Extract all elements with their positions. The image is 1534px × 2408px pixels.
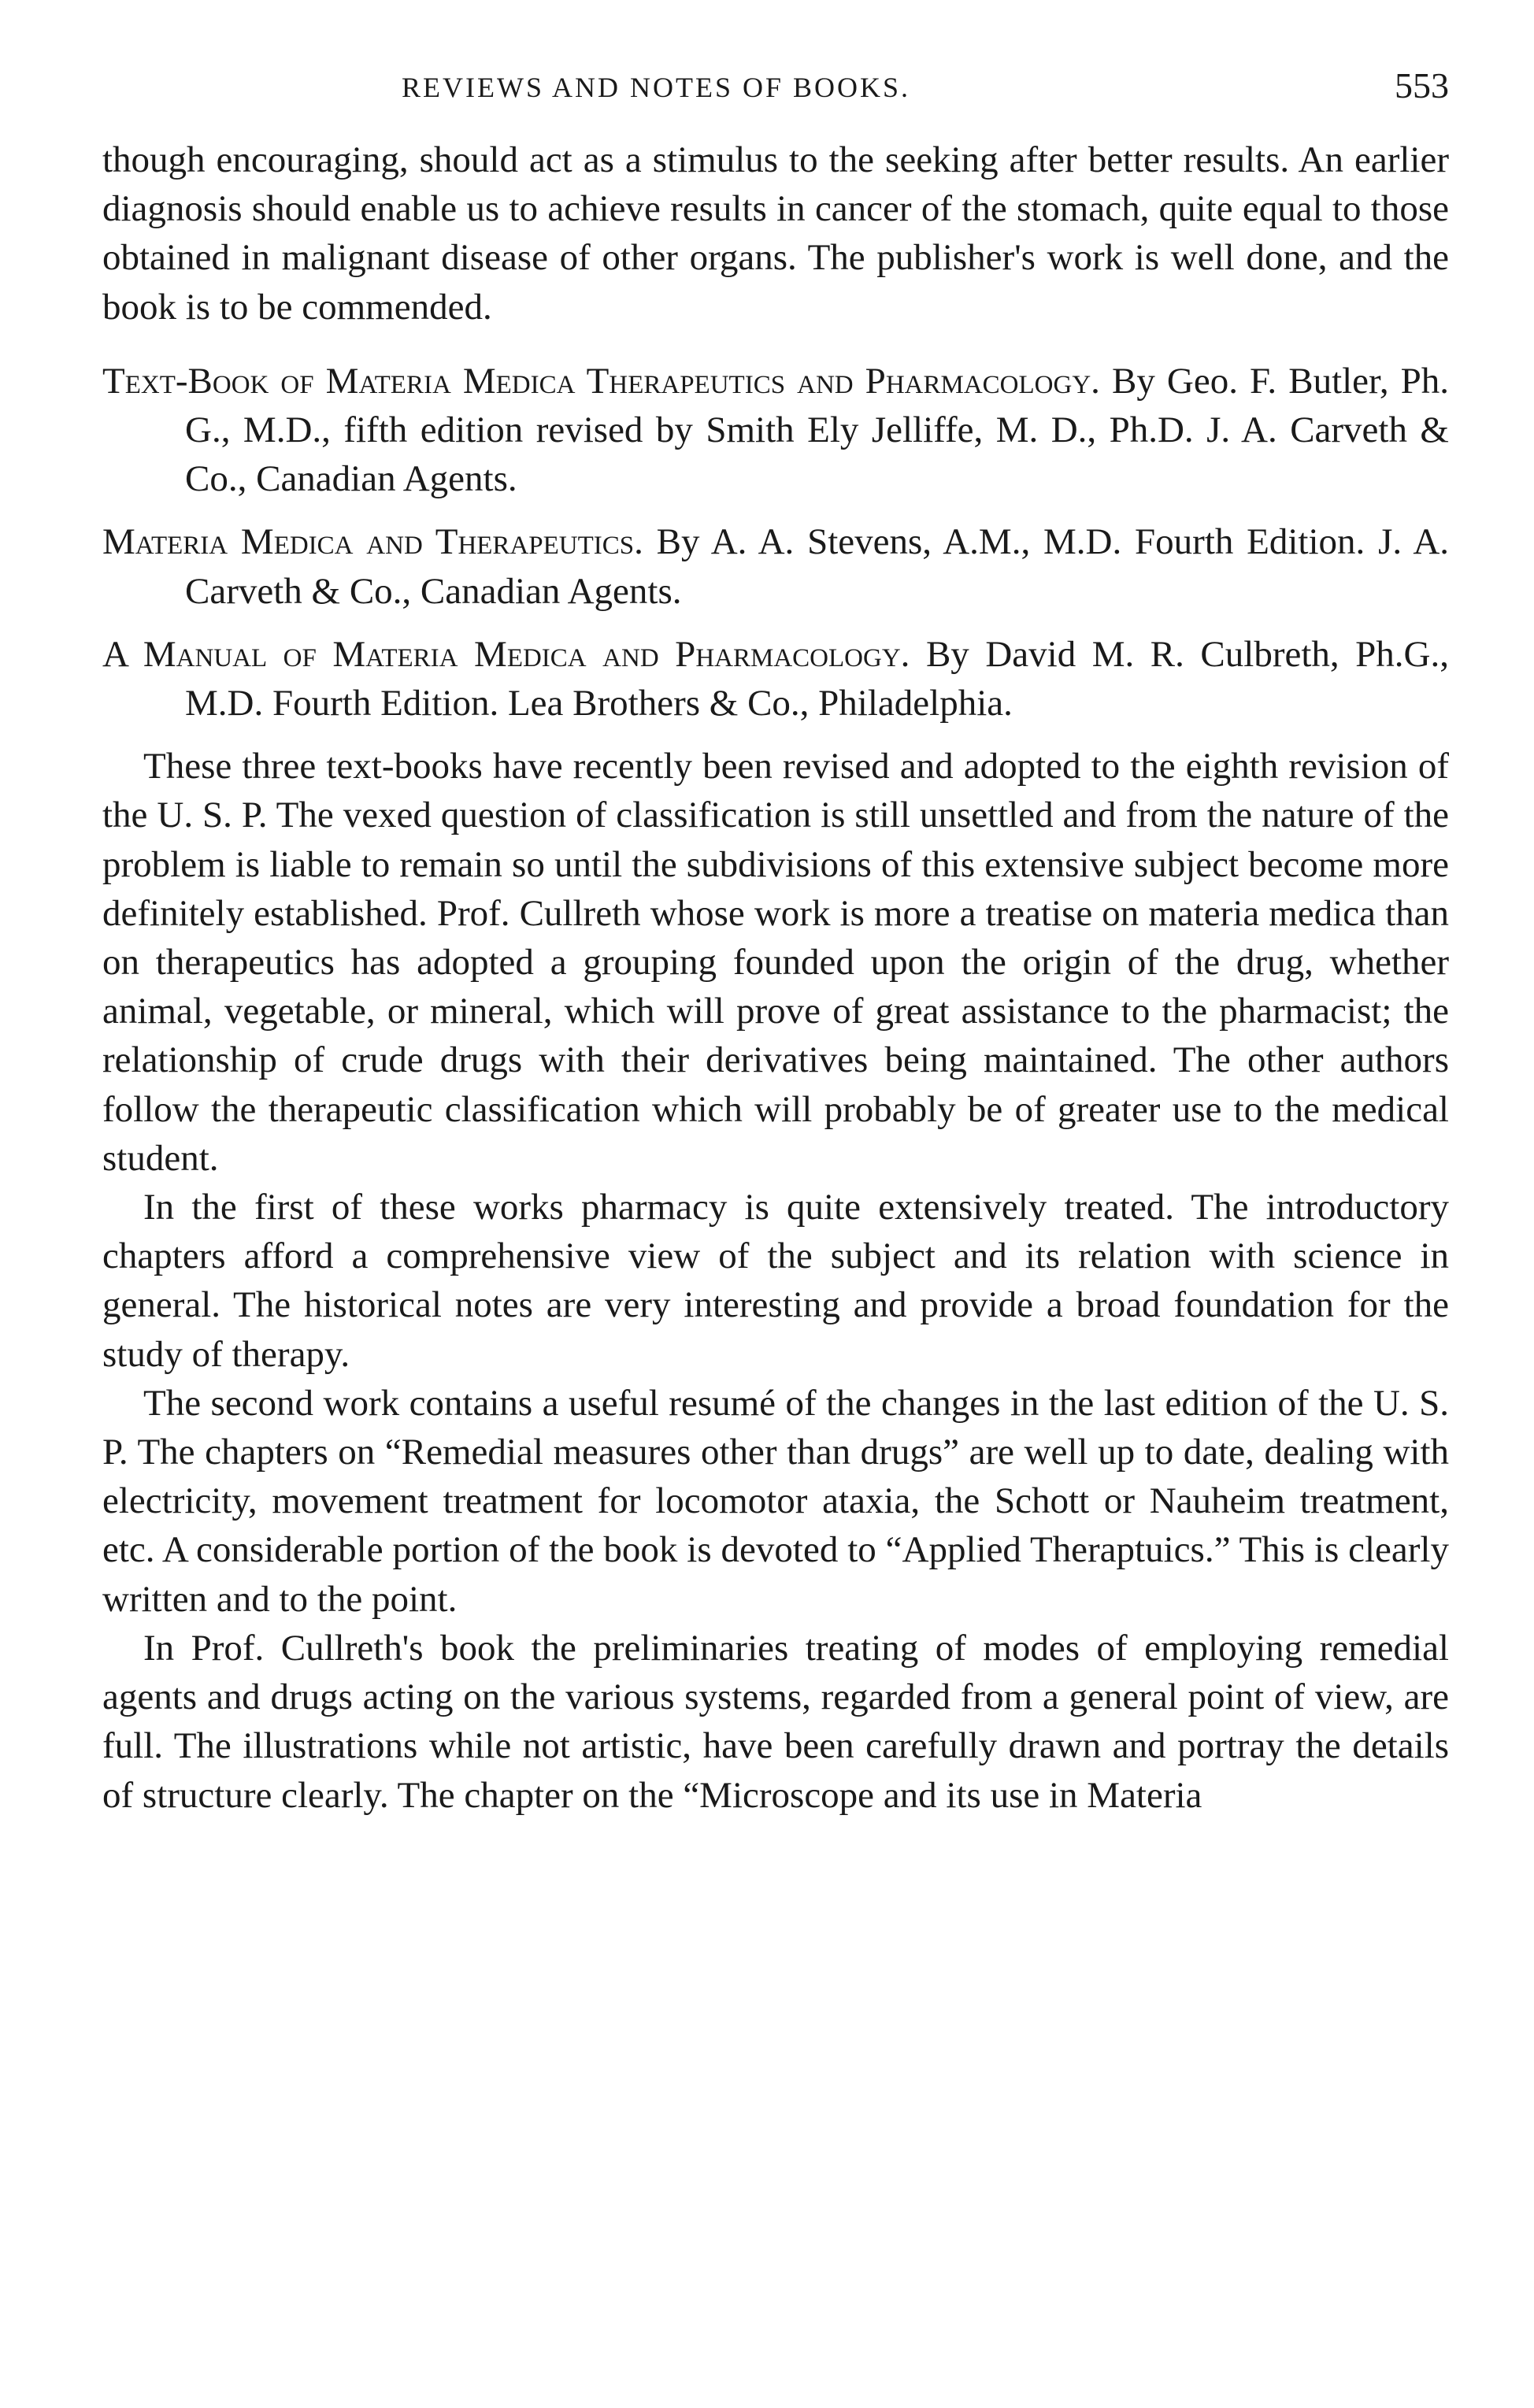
opening-paragraph: though encouraging, should act as a stimulus to the seeking after better results. An earlier diagnosis should enable us to achieve results in cancer of the stomach, quite equal to those obtained in malignant disease of other organs. The publisher's work is well done, and the book is to be commended. bbox=[102, 139, 1449, 328]
book-entry bbox=[102, 630, 1449, 728]
book-entry-details: By David M. R. Culbreth, Ph.G., M.D. Fourth Edition. Lea Brothers & Co., Philadelphia. bbox=[185, 633, 1449, 724]
book-entry-title: Materia Medica and Therapeutics. bbox=[102, 521, 643, 563]
page-header bbox=[102, 65, 1449, 112]
page-body bbox=[102, 135, 1449, 1820]
review-paragraph: These three text-books have recently been revised and adopted to the eighth revision of the U. S. P. The vexed question of classification is still unsettled and from the nature of the problem is liable to remain so until the subdivisions of this extensive subject become more definitely established. Prof. Cullreth whose work is more a treatise on materia medica than on therapeutics has adopted a grouping founded upon the origin of the drug, whether animal, vegetable, or mineral, which will prove of great assistance to the pharmacist; the relationship of crude drugs with their derivatives being maintained. The other authors follow the therapeutic classification which will probably be of greater use to the medical student. bbox=[102, 746, 1449, 1179]
review-paragraph: The second work contains a useful resumé of the changes in the last edition of the U. S. P. The chapters on “Remedial measures other than drugs” are well up to date, dealing with electricity, movement treatment for locomotor ataxia, the Schott or Nauheim treatment, etc. A considerable portion of the book is devoted to “Applied Theraptuics.” This is clearly written and to the point. bbox=[102, 1382, 1449, 1620]
review-paragraph: In the first of these works pharmacy is quite extensively treated. The introductory chapters afford a comprehensive view of the subject and its relation with science in general. The historical notes are very interesting and provide a broad foundation for the study of therapy. bbox=[102, 1187, 1449, 1375]
book-entry-details: By A. A. Stevens, A.M., M.D. Fourth Edition. J. A. Carveth & Co., Canadian Agents. bbox=[185, 521, 1450, 612]
page-number: 553 bbox=[1395, 65, 1449, 106]
book-entry-details: By Geo. F. Butler, Ph. G., M.D., fifth edition revised by Smith Ely Jelliffe, M. D., Ph.D. J. A. Carveth & Co., Canadian Agents. bbox=[185, 360, 1450, 500]
book-entry-title: A Manual of Materia Medica and Pharmacology. bbox=[102, 633, 910, 675]
review-paragraph: In Prof. Cullreth's book the preliminaries treating of modes of employing remedial agents and drugs acting on the various systems, regarded from a general point of view, are full. The illustrations while not artistic, have been carefully drawn and portray the details of structure clearly. The chapter on the “Microscope and its use in Materia bbox=[102, 1627, 1449, 1816]
book-entry bbox=[102, 517, 1449, 615]
book-entry-title: Text-Book of Materia Medica Therapeutics and Pharmacology. bbox=[102, 360, 1100, 402]
book-entry bbox=[102, 357, 1449, 504]
running-head: REVIEWS AND NOTES OF BOOKS. bbox=[402, 72, 911, 103]
